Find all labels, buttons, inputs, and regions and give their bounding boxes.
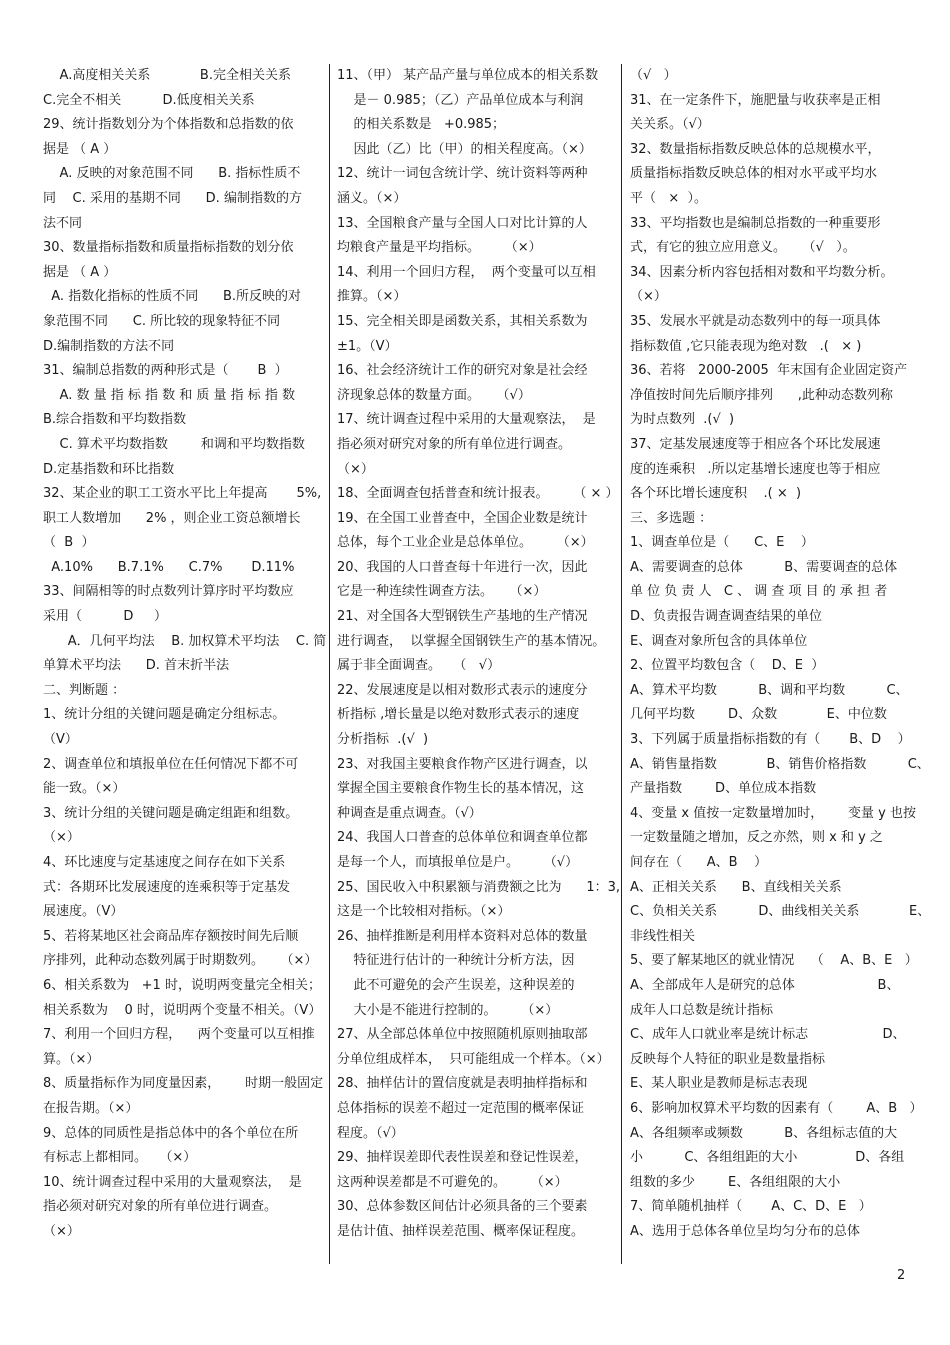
text-line: 据是 （ A ） [43, 141, 117, 157]
text-line: 6、影响加权算术平均数的因素有（ A、B ） [630, 1100, 923, 1116]
text-line: 式，有它的独立应用意义。 （√ ）。 [630, 240, 856, 256]
text-line: 小 C、各组组距的大小 D、各组 [630, 1150, 905, 1166]
text-line: 22、发展速度是以相对数形式表示的速度分 [337, 682, 588, 698]
text-line: 是每一个人，而填报单位是户。 （√） [337, 855, 579, 870]
text-line: 指标数值 ,它只能表现为绝对数 .( × ) [630, 338, 862, 354]
text-line: 它是一种连续性调查方法。 （×） [337, 584, 547, 600]
text-line: A．几何平均法 B. 加权算术平均法 C. 简 [43, 633, 327, 649]
text-line: 式：各期环比发展速度的连乘积等于定基发 [43, 879, 291, 895]
text-line: 为时点数列 .(√ ) [630, 412, 735, 428]
text-line: 属于非全面调查。 （ √） [337, 658, 501, 674]
text-line: 能一致。（×） [43, 781, 126, 797]
text-line: 13、全国粮食产量与全国人口对比计算的人 [337, 215, 588, 231]
text-line: 21、对全国各大型钢铁生产基地的生产情况 [337, 609, 588, 625]
text-line: 展速度。（V） [43, 904, 124, 920]
text-line: 2、调查单位和填报单位在任何情况下都不可 [43, 756, 299, 772]
text-line: A、需要调查的总体 B、需要调查的总体 [630, 559, 898, 575]
text-line: 7、利用一个回归方程， 两个变量可以互相推 [43, 1027, 315, 1043]
text-line: 同 C. 采用的基期不同 D. 编制指数的方 [43, 190, 302, 206]
text-line: 在报告期。（×） [43, 1100, 139, 1116]
text-line: 产量指数 D、单位成本指数 [630, 781, 817, 797]
text-line: E、某人职业是教师是标志表现 [630, 1076, 808, 1092]
text-line: 掌握全国主要粮食作物生长的基本情况，这 [337, 781, 585, 797]
text-column-3 [630, 64, 931, 1245]
text-line: 31、编制总指数的两种形式是（ B ） [43, 363, 288, 379]
text-line: 37、定基发展速度等于相应各个环比发展速 [630, 436, 881, 452]
text-line: 3、下列属于质量指标指数的有（ B、D ） [630, 732, 911, 748]
text-line: A、选用于总体各单位呈均匀分布的总体 [630, 1223, 860, 1239]
text-line: 非线性相关 [630, 928, 696, 944]
text-line: 20、我国的人口普查每十年进行一次，因此 [337, 559, 588, 575]
text-line: 总体指标的误差不超过一定范围的概率保证 [337, 1100, 585, 1116]
text-line: C、负相关关系 D、曲线相关关系 E、 [630, 904, 931, 920]
text-line: （×） [337, 461, 374, 477]
text-line: 度的连乘积 .所以定基增长速度也等于相应 [630, 461, 881, 477]
text-line: 14、利用一个回归方程， 两个变量可以互相 [337, 264, 596, 280]
text-line: C. 算术平均数指数 和调和平均数指数 [43, 436, 305, 452]
column-divider [329, 64, 330, 1264]
text-line: 质量指标指数反映总体的相对水平或平均水 [630, 166, 878, 182]
text-line: 12、统计一词包含统计学、统计资料等两种 [337, 166, 588, 182]
text-line: 9、总体的同质性是指总体中的各个单位在所 [43, 1125, 299, 1141]
text-line: 采用（ D ） [43, 609, 167, 625]
text-line: 31、在一定条件下，施肥量与收获率是正相 [630, 92, 881, 108]
text-line: 大小是不能进行控制的。 （×） [337, 1002, 559, 1018]
text-line: A、销售量指数 B、销售价格指数 C、 [630, 756, 930, 772]
text-line: 25、国民收入中积累额与消费额之比为 1：3, [337, 879, 621, 895]
text-line: B.综合指数和平均数指数 [43, 412, 187, 428]
text-line: A. 数 量 指 标 指 数 和 质 量 指 标 指 数 [43, 387, 296, 403]
text-line: D.编制指数的方法不同 [43, 338, 175, 354]
text-line: 17、统计调查过程中采用的大量观察法， 是 [337, 412, 596, 428]
text-line: （V） [43, 732, 78, 748]
text-line: （×） [43, 1223, 80, 1239]
text-line: A、正相关关系 B、直线相关关系 [630, 879, 842, 895]
text-line: 涵义。（×） [337, 190, 407, 206]
text-line: 据是 （ A ） [43, 264, 117, 280]
text-line: 16、社会经济统计工作的研究对象是社会经 [337, 363, 588, 379]
text-line: 特征进行估计的一种统计分析方法，因 [337, 953, 575, 969]
text-line: 析指标 ,增长量是以绝对数形式表示的速度 [337, 707, 580, 723]
text-line: 1、统计分组的关键问题是确定分组标志。 [43, 707, 286, 723]
text-line: 36、若将 2000-2005 年末国有企业固定资产 [630, 363, 908, 379]
text-line: 职工人数增加 2% ，则企业工资总额增长 [43, 510, 301, 526]
text-line: 是估计值、抽样误差范围、概率保证程度。 [337, 1223, 585, 1239]
text-line: 此不可避免的会产生误差，这种误差的 [337, 977, 575, 993]
text-line: 18、全面调查包括普查和统计报表。 （ × ） [337, 486, 619, 502]
text-column-1 [43, 64, 327, 1245]
text-line: 各个环比增长速度积 .( × ) [630, 486, 802, 502]
text-line: 5、若将某地区社会商品库存额按时间先后顺 [43, 928, 299, 944]
page-number: 2 [897, 1268, 906, 1283]
text-line: A、算术平均数 B、调和平均数 C、 [630, 682, 909, 698]
text-line: 几何平均数 D、众数 E、中位数 [630, 707, 887, 723]
text-line: 这是一个比较相对指标。（×） [337, 904, 511, 920]
text-line: 33、间隔相等的时点数列计算序时平均数应 [43, 584, 294, 600]
text-line: ±1。（V） [337, 338, 398, 354]
text-line: 7、简单随机抽样（ A、C、D、E ） [630, 1199, 872, 1215]
text-line: 成年人口总数是统计指标 [630, 1002, 774, 1018]
text-line: （ B ） [43, 535, 95, 551]
text-line: 关关系。（√） [630, 117, 710, 133]
text-line: 分单位组成样本， 只可能组成一个样本。（×） [337, 1051, 610, 1067]
text-line: A、全部成年人是研究的总体 B、 [630, 977, 900, 993]
text-line: （√ ） [630, 68, 677, 83]
text-line: 三、多选题 ： [630, 510, 713, 526]
text-line: 30、总体参数区间估计必须具备的三个要素 [337, 1199, 588, 1215]
text-line: 4、变量 x 值按一定数量增加时， 变量 y 也按 [630, 805, 916, 821]
text-line: 32、某企业的职工工资水平比上年提高 5%, [43, 486, 322, 502]
text-line: D.定基指数和环比指数 [43, 461, 175, 477]
text-line: 种调查是重点调查。（√） [337, 805, 482, 821]
text-line: 单 位 负 责 人 C 、 调 查 项 目 的 承 担 者 [630, 584, 888, 600]
text-line: 算。（×） [43, 1051, 100, 1067]
text-line: 的相关系数是 +0.985； [337, 117, 506, 133]
text-column-2 [337, 64, 621, 1245]
text-line: A.10% B.7.1% C.7% D.11% [43, 559, 295, 575]
text-line: 指必须对研究对象的所有单位进行调查。 [337, 436, 572, 452]
text-line: 29、抽样误差即代表性误差和登记性误差， [337, 1150, 588, 1166]
text-line: 19、在全国工业普查中，全国企业数是统计 [337, 510, 588, 526]
text-line: 总体，每个工业企业是总体单位。 （×） [337, 535, 594, 551]
text-line: 法不同 [43, 215, 83, 231]
text-line: 二、判断题 ： [43, 682, 126, 698]
text-line: 间存在（ A、B ） [630, 855, 768, 870]
text-line: 8、质量指标作为同度量因素， 时期一般固定 [43, 1076, 324, 1092]
text-line: 净值按时间先后顺序排列 ,此种动态数列称 [630, 387, 893, 403]
text-line: 平（ × ）。 [630, 190, 708, 206]
text-line: 2、位置平均数包含（ D、E ） [630, 658, 825, 674]
text-line: 28、抽样估计的置信度就是表明抽样指标和 [337, 1076, 588, 1092]
text-line: 3、统计分组的关键问题是确定组距和组数。 [43, 805, 299, 821]
text-line: 反映每个人特征的职业是数量指标 [630, 1051, 826, 1067]
text-line: E、调查对象所包含的具体单位 [630, 633, 808, 649]
text-line: 30、数量指标指数和质量指标指数的划分依 [43, 240, 294, 256]
text-line: 象范围不同 C. 所比较的现象特征不同 [43, 313, 281, 329]
text-line: 均粮食产量是平均指标。 （×） [337, 240, 542, 256]
text-line: 一定数量随之增加，反之亦然，则 x 和 y 之 [630, 830, 883, 846]
text-line: C.完全不相关 D.低度相关关系 [43, 92, 255, 108]
text-line: 有标志上都相同。 （×） [43, 1150, 197, 1166]
text-line: A、各组频率或频数 B、各组标志值的大 [630, 1125, 898, 1141]
text-line: 组数的多少 E、各组组限的大小 [630, 1174, 841, 1190]
text-line: 26、抽样推断是利用样本资料对总体的数量 [337, 928, 588, 944]
text-line: 这两种误差都是不可避免的。 （×） [337, 1174, 568, 1190]
text-line: 34、因素分析内容包括相对数和平均数分析。 [630, 264, 894, 280]
text-line: 33、平均指数也是编制总指数的一种重要形 [630, 215, 881, 231]
text-line: C、成年人口就业率是统计标志 D、 [630, 1027, 906, 1043]
text-line: 单算术平均法 D. 首末折半法 [43, 658, 230, 674]
text-line: 因此（乙）比（甲）的相关程度高。（×） [337, 141, 592, 157]
text-line: 10、统计调查过程中采用的大量观察法， 是 [43, 1174, 302, 1190]
text-line: 程度。（√） [337, 1125, 404, 1141]
text-line: （×） [630, 289, 667, 305]
text-line: 指必须对研究对象的所有单位进行调查。 [43, 1199, 278, 1215]
text-line: 分析指标 .(√ ) [337, 732, 429, 748]
text-line: 23、对我国主要粮食作物产区进行调查，以 [337, 756, 588, 772]
text-line: 推算。（×） [337, 289, 407, 305]
text-line: 11、（甲） 某产品产量与单位成本的相关系数 [337, 68, 599, 83]
text-line: 序排列，此种动态数列属于时期数列。 （×） [43, 953, 318, 969]
text-line: （×） [43, 830, 80, 846]
column-divider [621, 64, 622, 1264]
text-line: 24、我国人口普查的总体单位和调查单位都 [337, 830, 588, 846]
text-line: 27、从全部总体单位中按照随机原则抽取部 [337, 1027, 588, 1043]
text-line: 1、调查单位是（ C、E ） [630, 535, 814, 551]
text-line: A. 反映的对象范围不同 B. 指标性质不 [43, 166, 301, 182]
text-line: 32、数量指标指数反映总体的总规模水平， [630, 141, 881, 157]
text-line: 5、要了解某地区的就业情况 （ A、B、E ） [630, 953, 918, 969]
text-line: 35、发展水平就是动态数列中的每一项具体 [630, 313, 881, 329]
text-line: A.高度相关关系 B.完全相关关系 [43, 68, 291, 83]
text-line: 15、完全相关即是函数关系，其相关系数为 [337, 313, 588, 329]
text-line: 6、相关系数为 +1 时，说明两变量完全相关； [43, 977, 321, 993]
text-line: A. 指数化指标的性质不同 B.所反映的对 [43, 289, 302, 305]
text-line: 是－ 0.985；（乙）产品单位成本与利润 [337, 92, 584, 108]
text-line: 相关系数为 0 时，说明两个变量不相关。（V） [43, 1002, 322, 1018]
text-line: 进行调查， 以掌握全国钢铁生产的基本情况。 [337, 633, 606, 649]
text-line: D、负责报告调查调查结果的单位 [630, 609, 823, 625]
text-line: 29、统计指数划分为个体指数和总指数的依 [43, 117, 294, 133]
text-line: 4、环比速度与定基速度之间存在如下关系 [43, 855, 286, 870]
text-line: 济现象总体的数量方面。 （√） [337, 387, 531, 403]
